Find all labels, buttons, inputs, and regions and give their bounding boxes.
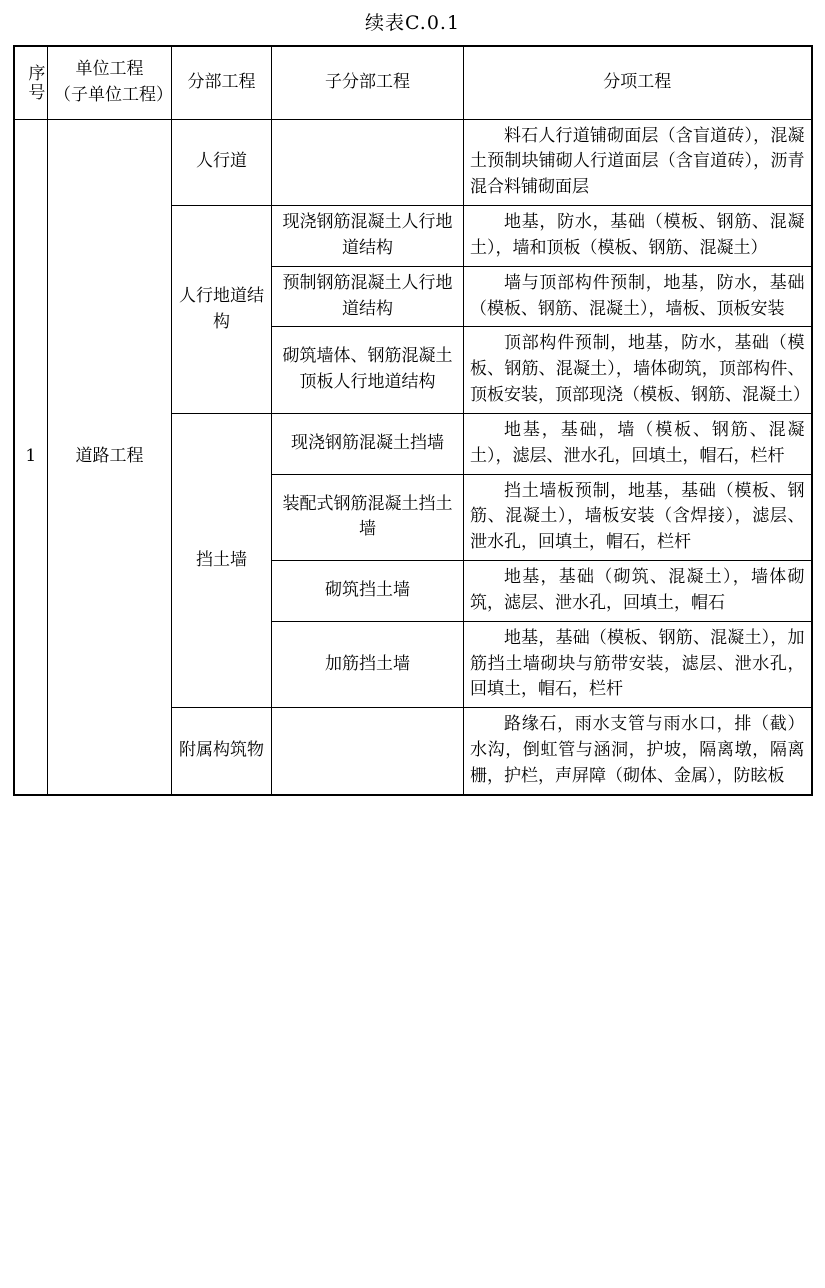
cell-subpart: 砌筑墙体、钢筋混凝土顶板人行地道结构 [272,327,464,413]
cell-subpart: 加筋挡土墙 [272,621,464,707]
column-header-unit [48,46,172,119]
cell-subpart [272,119,464,205]
cell-subpart: 装配式钢筋混凝土挡土墙 [272,474,464,560]
cell-part: 挡土墙 [172,413,272,707]
cell-item: 挡土墙板预制，地基，基础（模板、钢筋、混凝土），墙板安装（含焊接），滤层、泄水孔，回填土，帽石，栏杆 [464,474,812,560]
cell-item: 料石人行道铺砌面层（含盲道砖），混凝土预制块铺砌人行道面层（含盲道砖），沥青混合料铺砌面层 [464,119,812,205]
column-header-item: 分项工程 [464,46,812,119]
cell-part: 人行道 [172,119,272,205]
cell-item: 地基，基础，墙（模板、钢筋、混凝土），滤层、泄水孔，回填土，帽石，栏杆 [464,413,812,474]
table-row [14,119,812,205]
column-header-subpart: 子分部工程 [272,46,464,119]
cell-subpart: 砌筑挡土墙 [272,561,464,622]
cell-item: 地基，基础（模板、钢筋、混凝土），加筋挡土墙砌块与筋带安装，滤层、泄水孔，回填土，帽石，栏杆 [464,621,812,707]
cell-unit: 道路工程 [48,119,172,795]
column-header-unit-line1: 单位工程 [75,59,144,79]
cell-part: 人行地道结构 [172,206,272,414]
table-header-row [14,46,812,119]
cell-item: 路缘石，雨水支管与雨水口，排（截）水沟，倒虹管与涵洞，护坡，隔离墩，隔离栅，护栏，声屏障（砌体、金属），防眩板 [464,708,812,795]
cell-item: 墙与顶部构件预制，地基，防水，基础（模板、钢筋、混凝土），墙板、顶板安装 [464,266,812,327]
cell-subpart: 现浇钢筋混凝土人行地道结构 [272,206,464,267]
appendix-table [13,45,813,796]
cell-subpart: 现浇钢筋混凝土挡墙 [272,413,464,474]
table-body [14,119,812,795]
column-header-part: 分部工程 [172,46,272,119]
cell-subpart: 预制钢筋混凝土人行地道结构 [272,266,464,327]
cell-item: 顶部构件预制，地基，防水，基础（模板、钢筋、混凝土），墙体砌筑，顶部构件、顶板安装，顶部现浇（模板、钢筋、混凝土） [464,327,812,413]
cell-item: 地基，基础（砌筑、混凝土），墙体砌筑，滤层、泄水孔，回填土，帽石 [464,561,812,622]
cell-seq: 1 [14,119,48,795]
page-title: 续表C.0.1 [364,12,461,34]
cell-item: 地基，防水，基础（模板、钢筋、混凝土），墙和顶板（模板、钢筋、混凝土） [464,206,812,267]
column-header-unit-line2: （子单位工程） [54,84,173,105]
cell-part: 附属构筑物 [172,708,272,795]
table-header [14,46,812,119]
column-header-seq: 序号 [14,46,48,119]
cell-subpart [272,708,464,795]
